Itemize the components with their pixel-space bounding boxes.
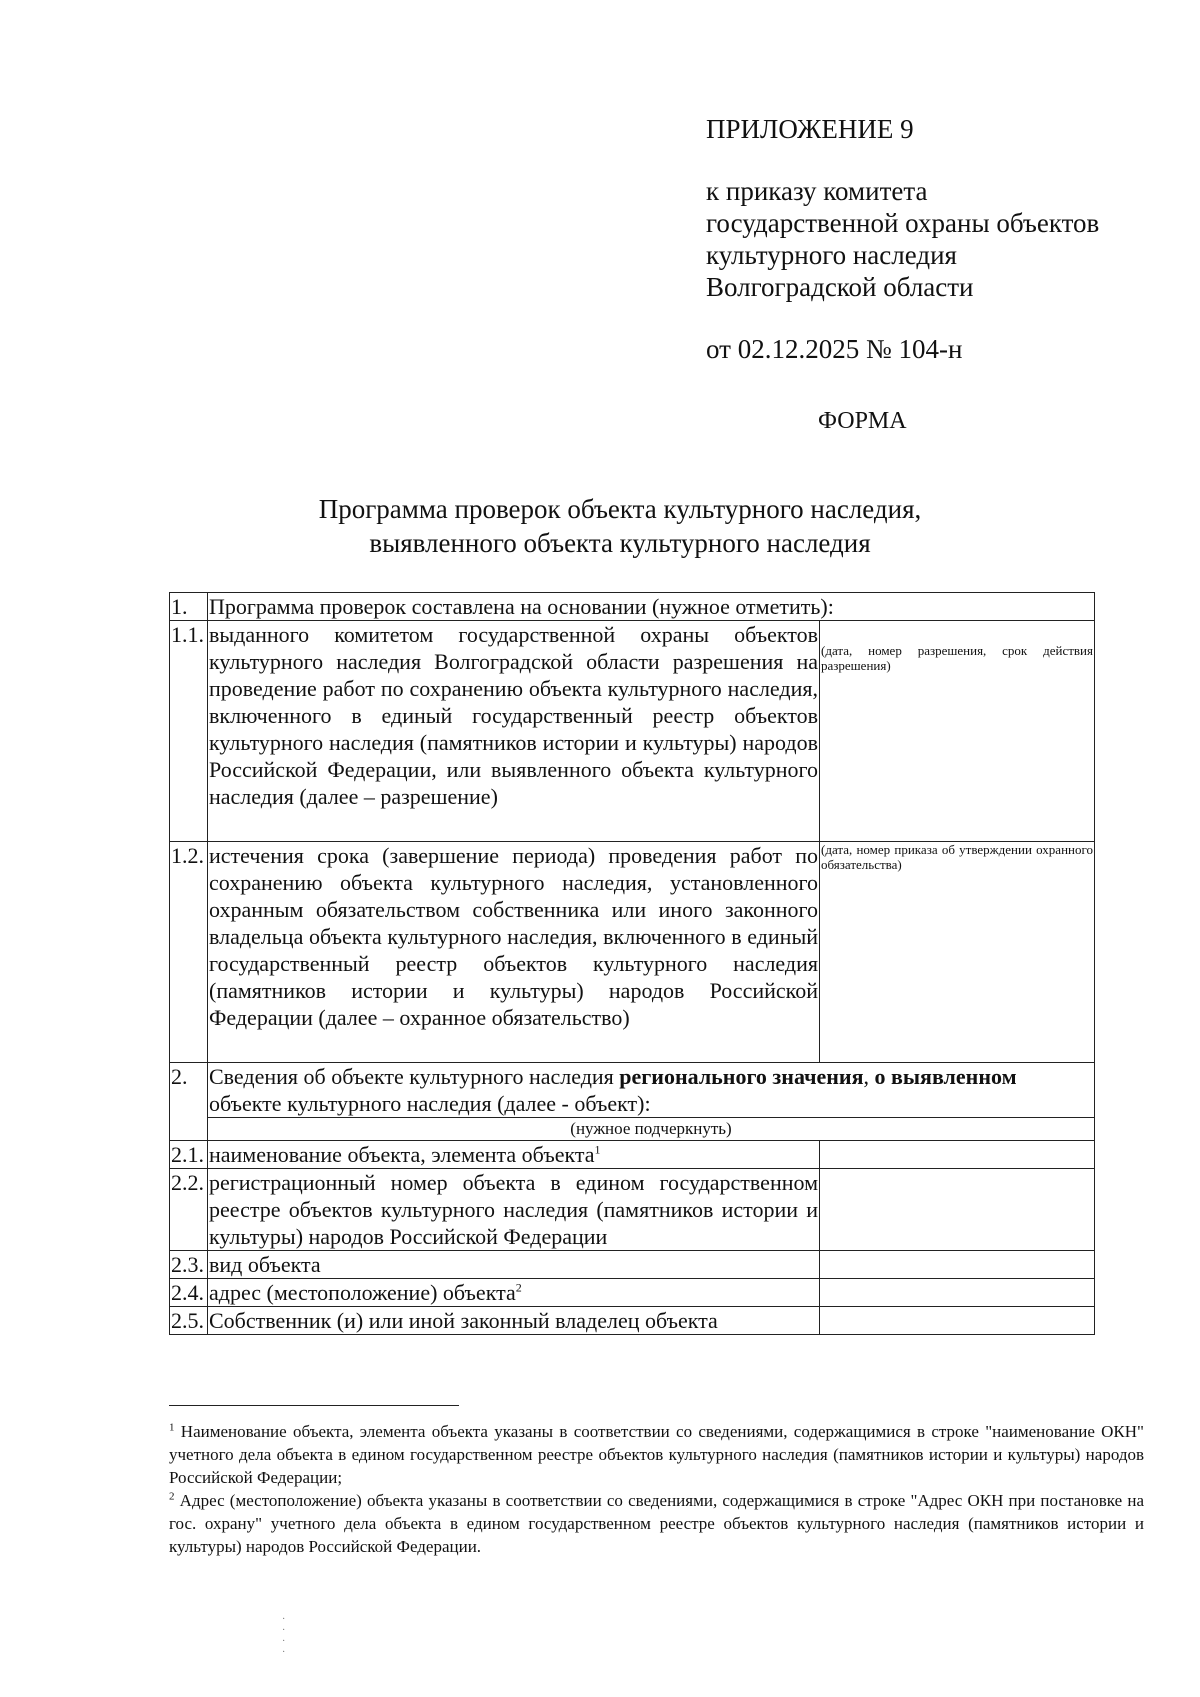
scan-specks: · · · · xyxy=(282,1614,286,1658)
row-number: 2.5. xyxy=(170,1307,208,1335)
appendix-title: ПРИЛОЖЕНИЕ 9 xyxy=(706,114,914,144)
object-name-field[interactable] xyxy=(820,1141,1095,1169)
form-label: ФОРМА xyxy=(818,408,907,434)
document-title-line: выявленного объекта культурного наследия xyxy=(369,528,871,558)
order-line: культурного наследия xyxy=(706,240,957,270)
row-number: 2.1. xyxy=(170,1141,208,1169)
footnote-ref: 1 xyxy=(594,1142,601,1157)
order-line: государственной охраны объектов xyxy=(706,208,1100,238)
section-heading: Сведения об объекте культурного наследия регионального значения, о выявленном объекте культурного наследия (далее - объект): xyxy=(208,1063,1095,1118)
row-text: регистрационный номер объекта в едином государственном реестре объектов культурного наследия (памятников истории и культуры) народов Российской Федерации xyxy=(209,1170,818,1249)
footnote: $^2$ Адрес (местоположение) объекта указаны в соответствии со сведениями, содержащимися в строке "Адрес ОКН при постановке на гос. охрану" учетного дела объекта в едином государственном реестре объектов культурного наследия (памятников истории и культуры) народов Российской Федерации. xyxy=(169,1490,1144,1556)
underline-hint: (нужное подчеркнуть) xyxy=(208,1118,1095,1141)
row-number: 2.2. xyxy=(170,1169,208,1251)
row-text: выданного комитетом государственной охраны объектов культурного наследия Волгоградской области разрешения на проведение работ по сохранению объекта культурного наследия, включенного в единый государственный реестр объектов культурного наследия (памятников истории и культуры) народов Российской Федерации, или выявленного объекта культурного наследия (далее – разрешение) xyxy=(208,621,820,842)
field-hint: (дата, номер приказа об утверждении охранного обязательства) xyxy=(821,842,1093,872)
address-field[interactable] xyxy=(820,1279,1095,1307)
order-line: к приказу комитета xyxy=(706,176,928,206)
section-heading: Программа проверок составлена на основании (нужное отметить): xyxy=(208,593,1095,621)
appendix-header xyxy=(706,113,1099,365)
table-row xyxy=(170,1063,1095,1118)
row-number: 1.2. xyxy=(170,842,208,1063)
row-number: 2.3. xyxy=(170,1251,208,1279)
document-title xyxy=(170,492,1070,560)
row-number: 2.4. xyxy=(170,1279,208,1307)
footnote-mark: 1 xyxy=(169,1421,175,1434)
row-number: 2. xyxy=(170,1063,208,1141)
footnote-mark: 2 xyxy=(169,1490,175,1503)
row-text: адрес (местоположение) объекта$^2$ xyxy=(208,1279,820,1307)
row-text: истечения срока (завершение периода) проведения работ по сохранению объекта культурного наследия, установленного охранным обязательством собственника или иного законного владельца объекта культурного наследия, включенного в единый государственный реестр объектов культурного наследия (памятников истории и культуры) народов Российской Федерации (далее – охранное обязательство) xyxy=(208,842,820,1063)
table-row xyxy=(170,1169,1095,1251)
table-row xyxy=(170,1279,1095,1307)
owner-field[interactable] xyxy=(820,1307,1095,1335)
row-number: 1.1. xyxy=(170,621,208,842)
object-type-field[interactable] xyxy=(820,1251,1095,1279)
table-row xyxy=(170,621,1095,842)
field-hint: (дата, номер разрешения, срок действия разрешения) xyxy=(821,643,1093,673)
obligation-field[interactable] xyxy=(820,842,1095,1063)
inspection-program-table xyxy=(169,592,1095,1335)
order-reference xyxy=(706,175,1099,303)
registration-number-field[interactable] xyxy=(820,1169,1095,1251)
table-row xyxy=(170,1307,1095,1335)
row-number: 1. xyxy=(170,593,208,621)
row-text: наименование объекта, элемента объекта$^1$ xyxy=(208,1141,820,1169)
row-text: Собственник (и) или иной законный владелец объекта xyxy=(208,1307,820,1335)
footnote-ref: 2 xyxy=(515,1280,522,1295)
footnote-divider xyxy=(169,1405,459,1406)
table-row xyxy=(170,842,1095,1063)
document-title-line: Программа проверок объекта культурного наследия, xyxy=(318,494,922,524)
table-row xyxy=(170,593,1095,621)
footnote: $^1$ Наименование объекта, элемента объекта указаны в соответствии со сведениями, содержащимися в строке "наименование ОКН" учетного дела объекта в едином государственном реестре объектов культурного наследия (памятников истории и культуры) народов Российской Федерации; xyxy=(169,1421,1144,1487)
table-row xyxy=(170,1251,1095,1279)
order-date: от 02.12.2025 № 104-н xyxy=(706,334,963,364)
row-text: вид объекта xyxy=(208,1251,820,1279)
order-line: Волгоградской области xyxy=(706,272,974,302)
footnotes xyxy=(169,1420,1144,1558)
table-row xyxy=(170,1118,1095,1141)
table-row xyxy=(170,1141,1095,1169)
permit-field[interactable] xyxy=(820,621,1095,842)
